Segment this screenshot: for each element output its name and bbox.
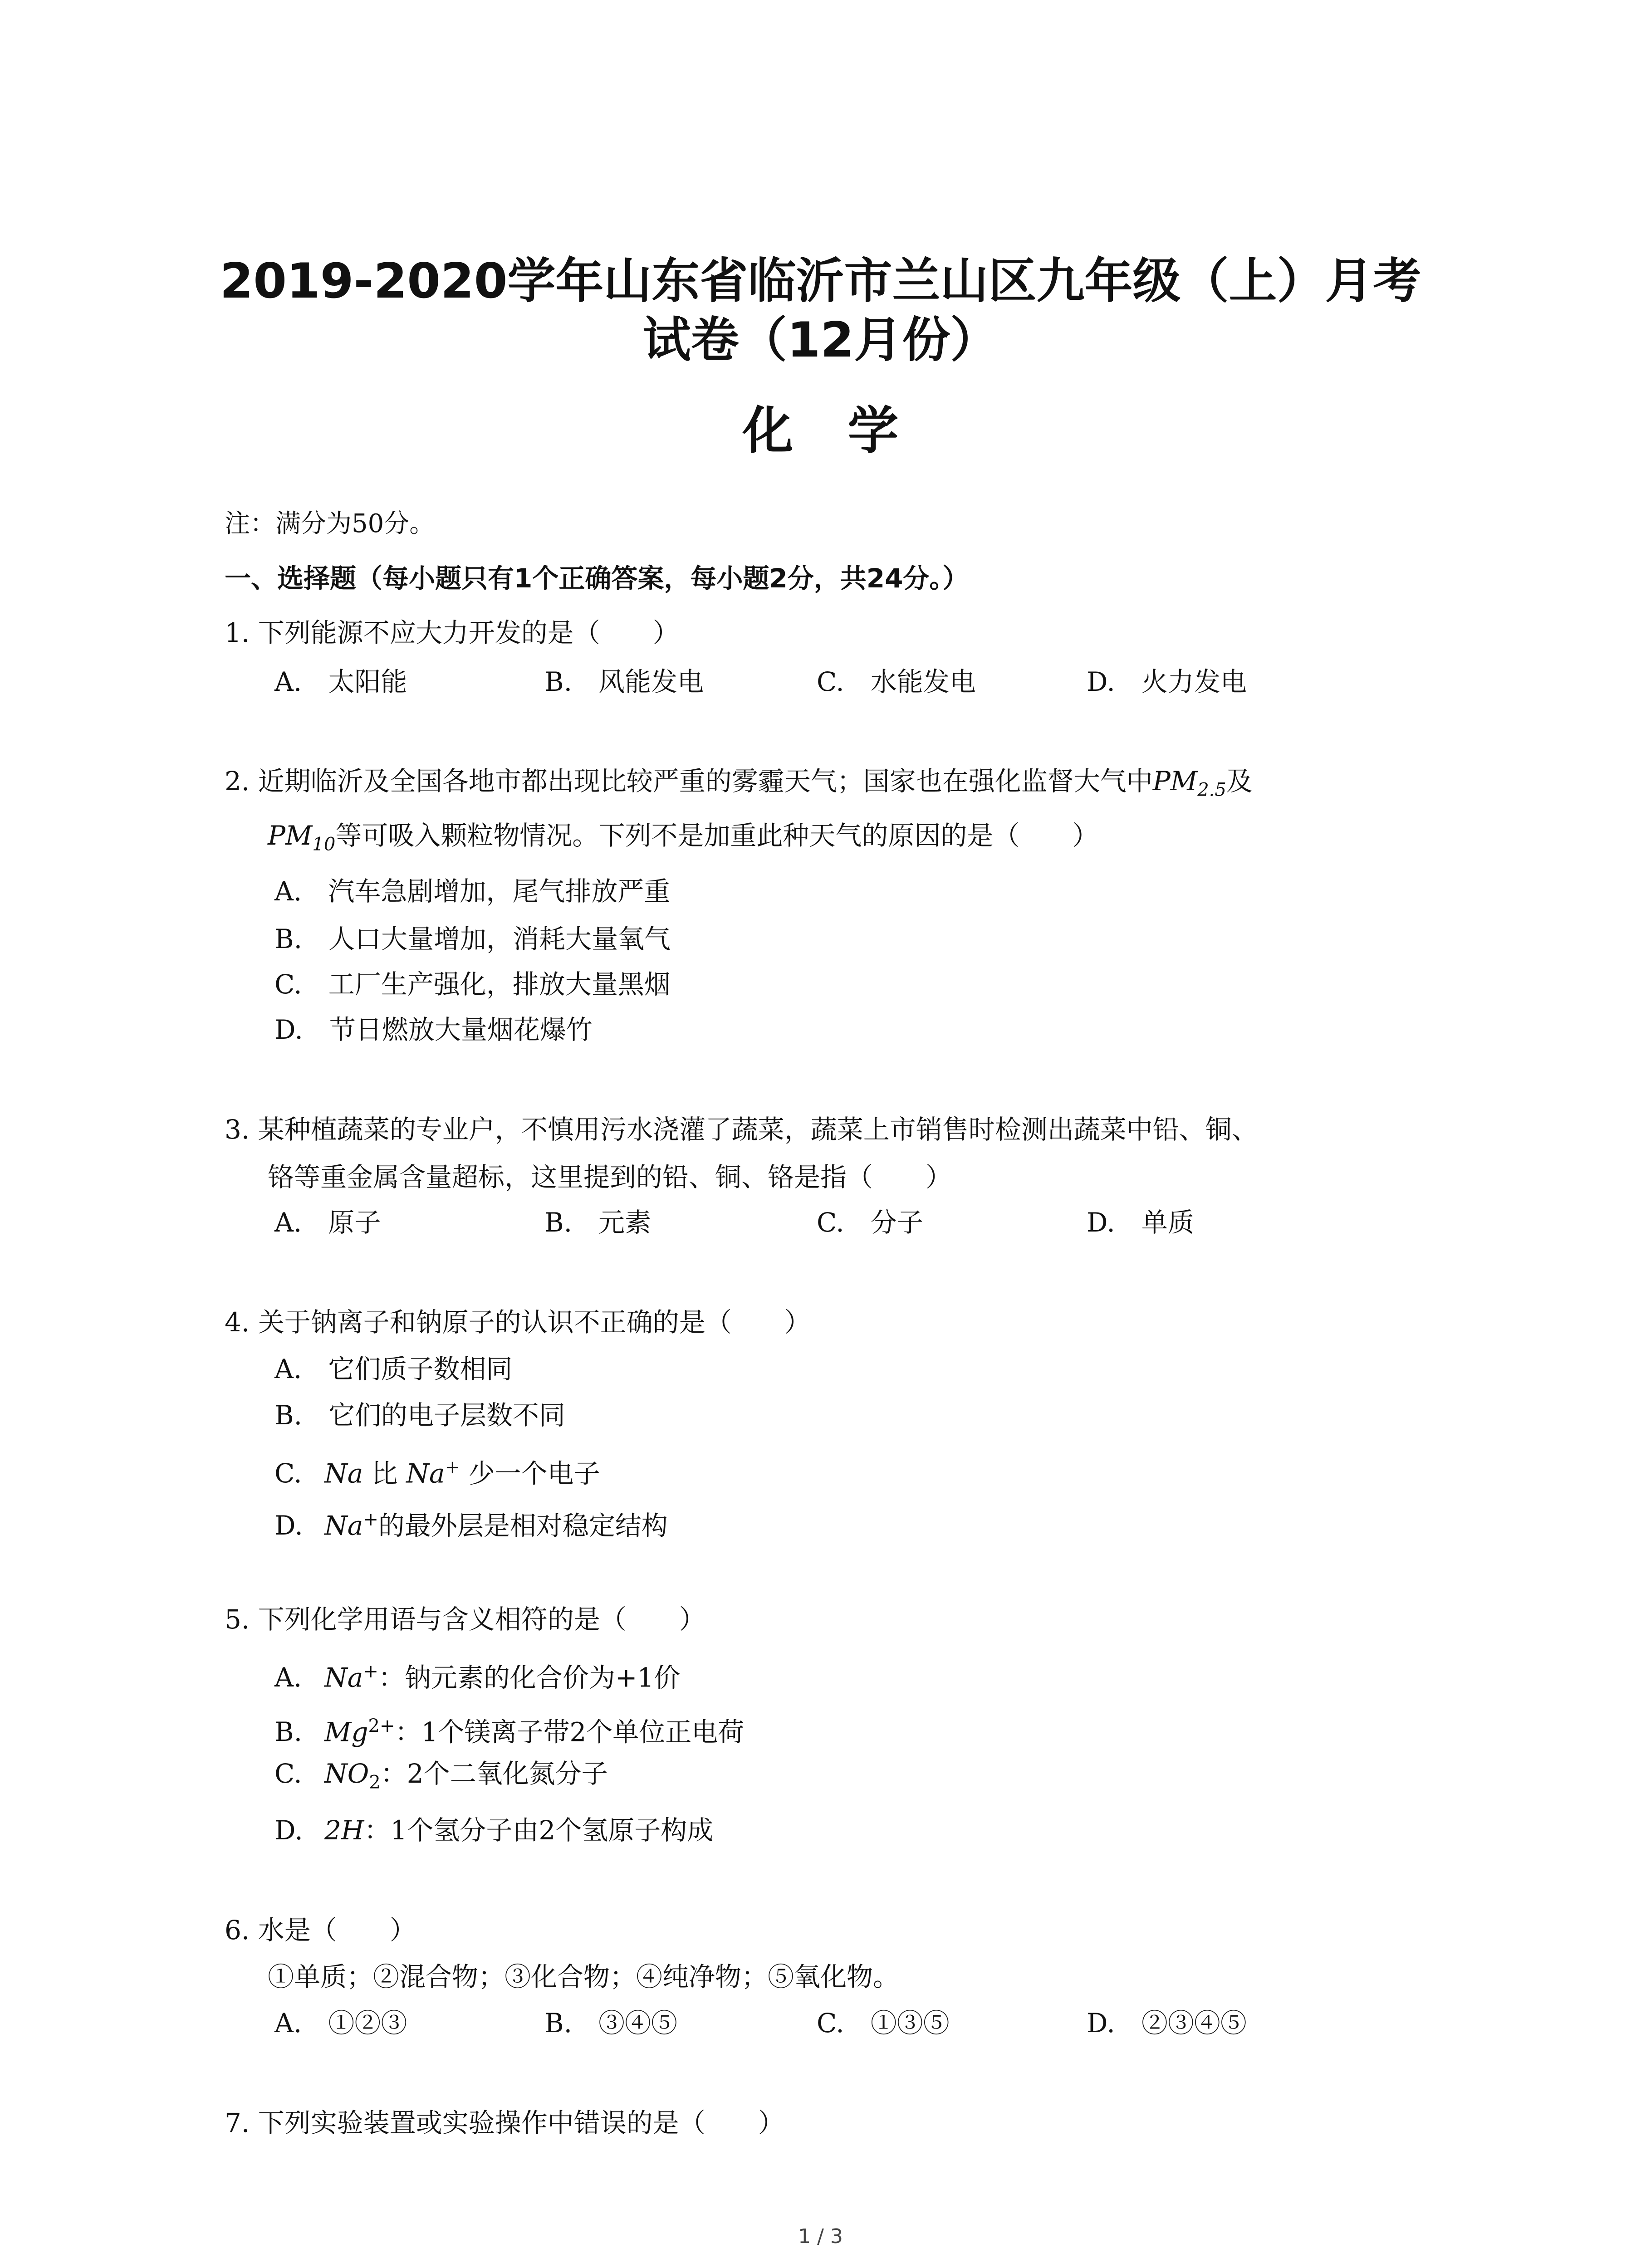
question-1-option-d: D. 火力发电 <box>1087 666 1247 697</box>
exam-title-line1: 2019-2020学年山东省临沂市兰山区九年级（上）月考 <box>220 253 1421 309</box>
question-5-option-d <box>274 1812 713 1848</box>
question-4-stem: 4. 关于钠离子和钠原子的认识不正确的是（ ） <box>225 1307 811 1338</box>
question-5-option-a-text: ：钠元素的化合价为+1价 <box>378 1662 681 1693</box>
question-5-option-a <box>274 1653 680 1696</box>
two-h-symbol: 2H <box>324 1815 364 1846</box>
question-4-option-c-end: 少一个电子 <box>460 1458 600 1489</box>
question-6-option-a: A. ①②③ <box>274 2008 407 2038</box>
question-5-option-b <box>274 1708 744 1750</box>
na-ion-symbol: Na <box>324 1662 363 1693</box>
subject-heading: 化学 <box>742 401 953 460</box>
question-6-stem: 6. 水是（ ） <box>225 1915 416 1945</box>
question-5-option-b-label: B. <box>274 1716 303 1748</box>
pm25-symbol: PM <box>1152 766 1198 797</box>
pm10-symbol: PM <box>268 820 313 851</box>
section-heading-choice: 一、选择题（每小题只有1个正确答案，每小题2分，共24分。） <box>225 563 969 594</box>
mg-ion-symbol: Mg <box>324 1716 368 1748</box>
question-6-option-d: D. ②③④⑤ <box>1087 2008 1247 2038</box>
question-5-stem: 5. 下列化学用语与含义相符的是（ ） <box>225 1604 705 1635</box>
na-ion-charge: + <box>363 1661 378 1682</box>
question-2-option-d: D. 节日燃放大量烟花爆竹 <box>274 1014 593 1045</box>
no2-subscript: 2 <box>369 1772 381 1793</box>
question-4-option-c-label: C. <box>274 1458 302 1489</box>
question-5-option-c-label: C. <box>274 1758 302 1789</box>
question-3-option-b: B. 元素 <box>544 1207 652 1238</box>
question-3-stem-line1: 3. 某种植蔬菜的专业户，不慎用污水浇灌了蔬菜，蔬菜上市销售时检测出蔬菜中铅、铜、 <box>225 1114 1258 1145</box>
question-2-option-c: C. 工厂生产强化，排放大量黑烟 <box>274 969 671 1000</box>
question-6-option-c: C. ①③⑤ <box>817 2008 950 2038</box>
question-4-option-d-end: 的最外层是相对稳定结构 <box>378 1510 668 1541</box>
na-symbol: Na <box>324 1458 363 1489</box>
question-4-option-b: B. 它们的电子层数不同 <box>274 1400 566 1431</box>
na-ion-symbol: Na <box>406 1458 445 1489</box>
question-6-choices-list: ①单质；②混合物；③化合物；④纯净物；⑤氧化物。 <box>268 1961 900 1992</box>
question-4-option-a: A. 它们质子数相同 <box>274 1354 513 1384</box>
exam-title-line2: 试卷（12月份） <box>642 312 999 368</box>
question-5-option-b-text: ：1个镁离子带2个单位正电荷 <box>395 1716 745 1748</box>
question-4-option-c <box>274 1449 600 1491</box>
question-7-stem: 7. 下列实验装置或实验操作中错误的是（ ） <box>225 2107 784 2138</box>
page-number: 1 / 3 <box>798 2225 843 2248</box>
question-2-stem-line2 <box>268 817 1098 863</box>
question-3-stem-line2: 铬等重金属含量超标，这里提到的铅、铜、铬是指（ ） <box>268 1162 952 1193</box>
pm10-subscript: 10 <box>312 834 336 855</box>
score-note: 注：满分为50分。 <box>225 509 435 538</box>
mg-ion-charge: 2+ <box>368 1716 395 1736</box>
question-2-stem-line1 <box>225 763 1253 808</box>
question-5-option-d-text: ：1个氢分子由2个氢原子构成 <box>364 1815 714 1846</box>
question-2-option-a: A. 汽车急剧增加，尾气排放严重 <box>274 876 671 907</box>
question-5-option-d-label: D. <box>274 1815 303 1846</box>
question-3-option-d: D. 单质 <box>1087 1207 1194 1238</box>
question-1-option-a: A. 太阳能 <box>274 666 407 697</box>
no2-symbol: NO <box>324 1758 369 1789</box>
pm25-subscript: 2.5 <box>1197 779 1226 801</box>
question-6-option-b: B. ③④⑤ <box>544 2008 678 2038</box>
question-2-stem-text-b: 及 <box>1226 766 1253 797</box>
question-2-option-b: B. 人口大量增加，消耗大量氧气 <box>274 924 671 954</box>
question-1-option-c: C. 水能发电 <box>817 666 976 697</box>
question-2-stem-text-c: 等可吸入颗粒物情况。下列不是加重此种天气的原因的是（ ） <box>335 820 1099 851</box>
question-3-option-a: A. 原子 <box>274 1207 381 1238</box>
na-ion-charge: + <box>445 1457 460 1478</box>
question-4-option-c-mid: 比 <box>363 1458 407 1489</box>
question-4-option-d <box>274 1501 668 1544</box>
question-1-stem: 1. 下列能源不应大力开发的是（ ） <box>225 617 679 648</box>
question-5-option-a-label: A. <box>274 1662 302 1693</box>
question-2-stem-text-a: 2. 近期临沂及全国各地市都出现比较严重的雾霾天气；国家也在强化监督大气中 <box>225 766 1153 797</box>
na-ion-symbol: Na <box>324 1510 363 1541</box>
question-4-option-d-label: D. <box>274 1510 303 1541</box>
question-3-option-c: C. 分子 <box>817 1207 923 1238</box>
question-5-option-c <box>274 1755 608 1801</box>
na-ion-charge: + <box>363 1509 378 1530</box>
question-1-option-b: B. 风能发电 <box>544 666 704 697</box>
question-5-option-c-text: ：2个二氧化氮分子 <box>380 1758 608 1789</box>
